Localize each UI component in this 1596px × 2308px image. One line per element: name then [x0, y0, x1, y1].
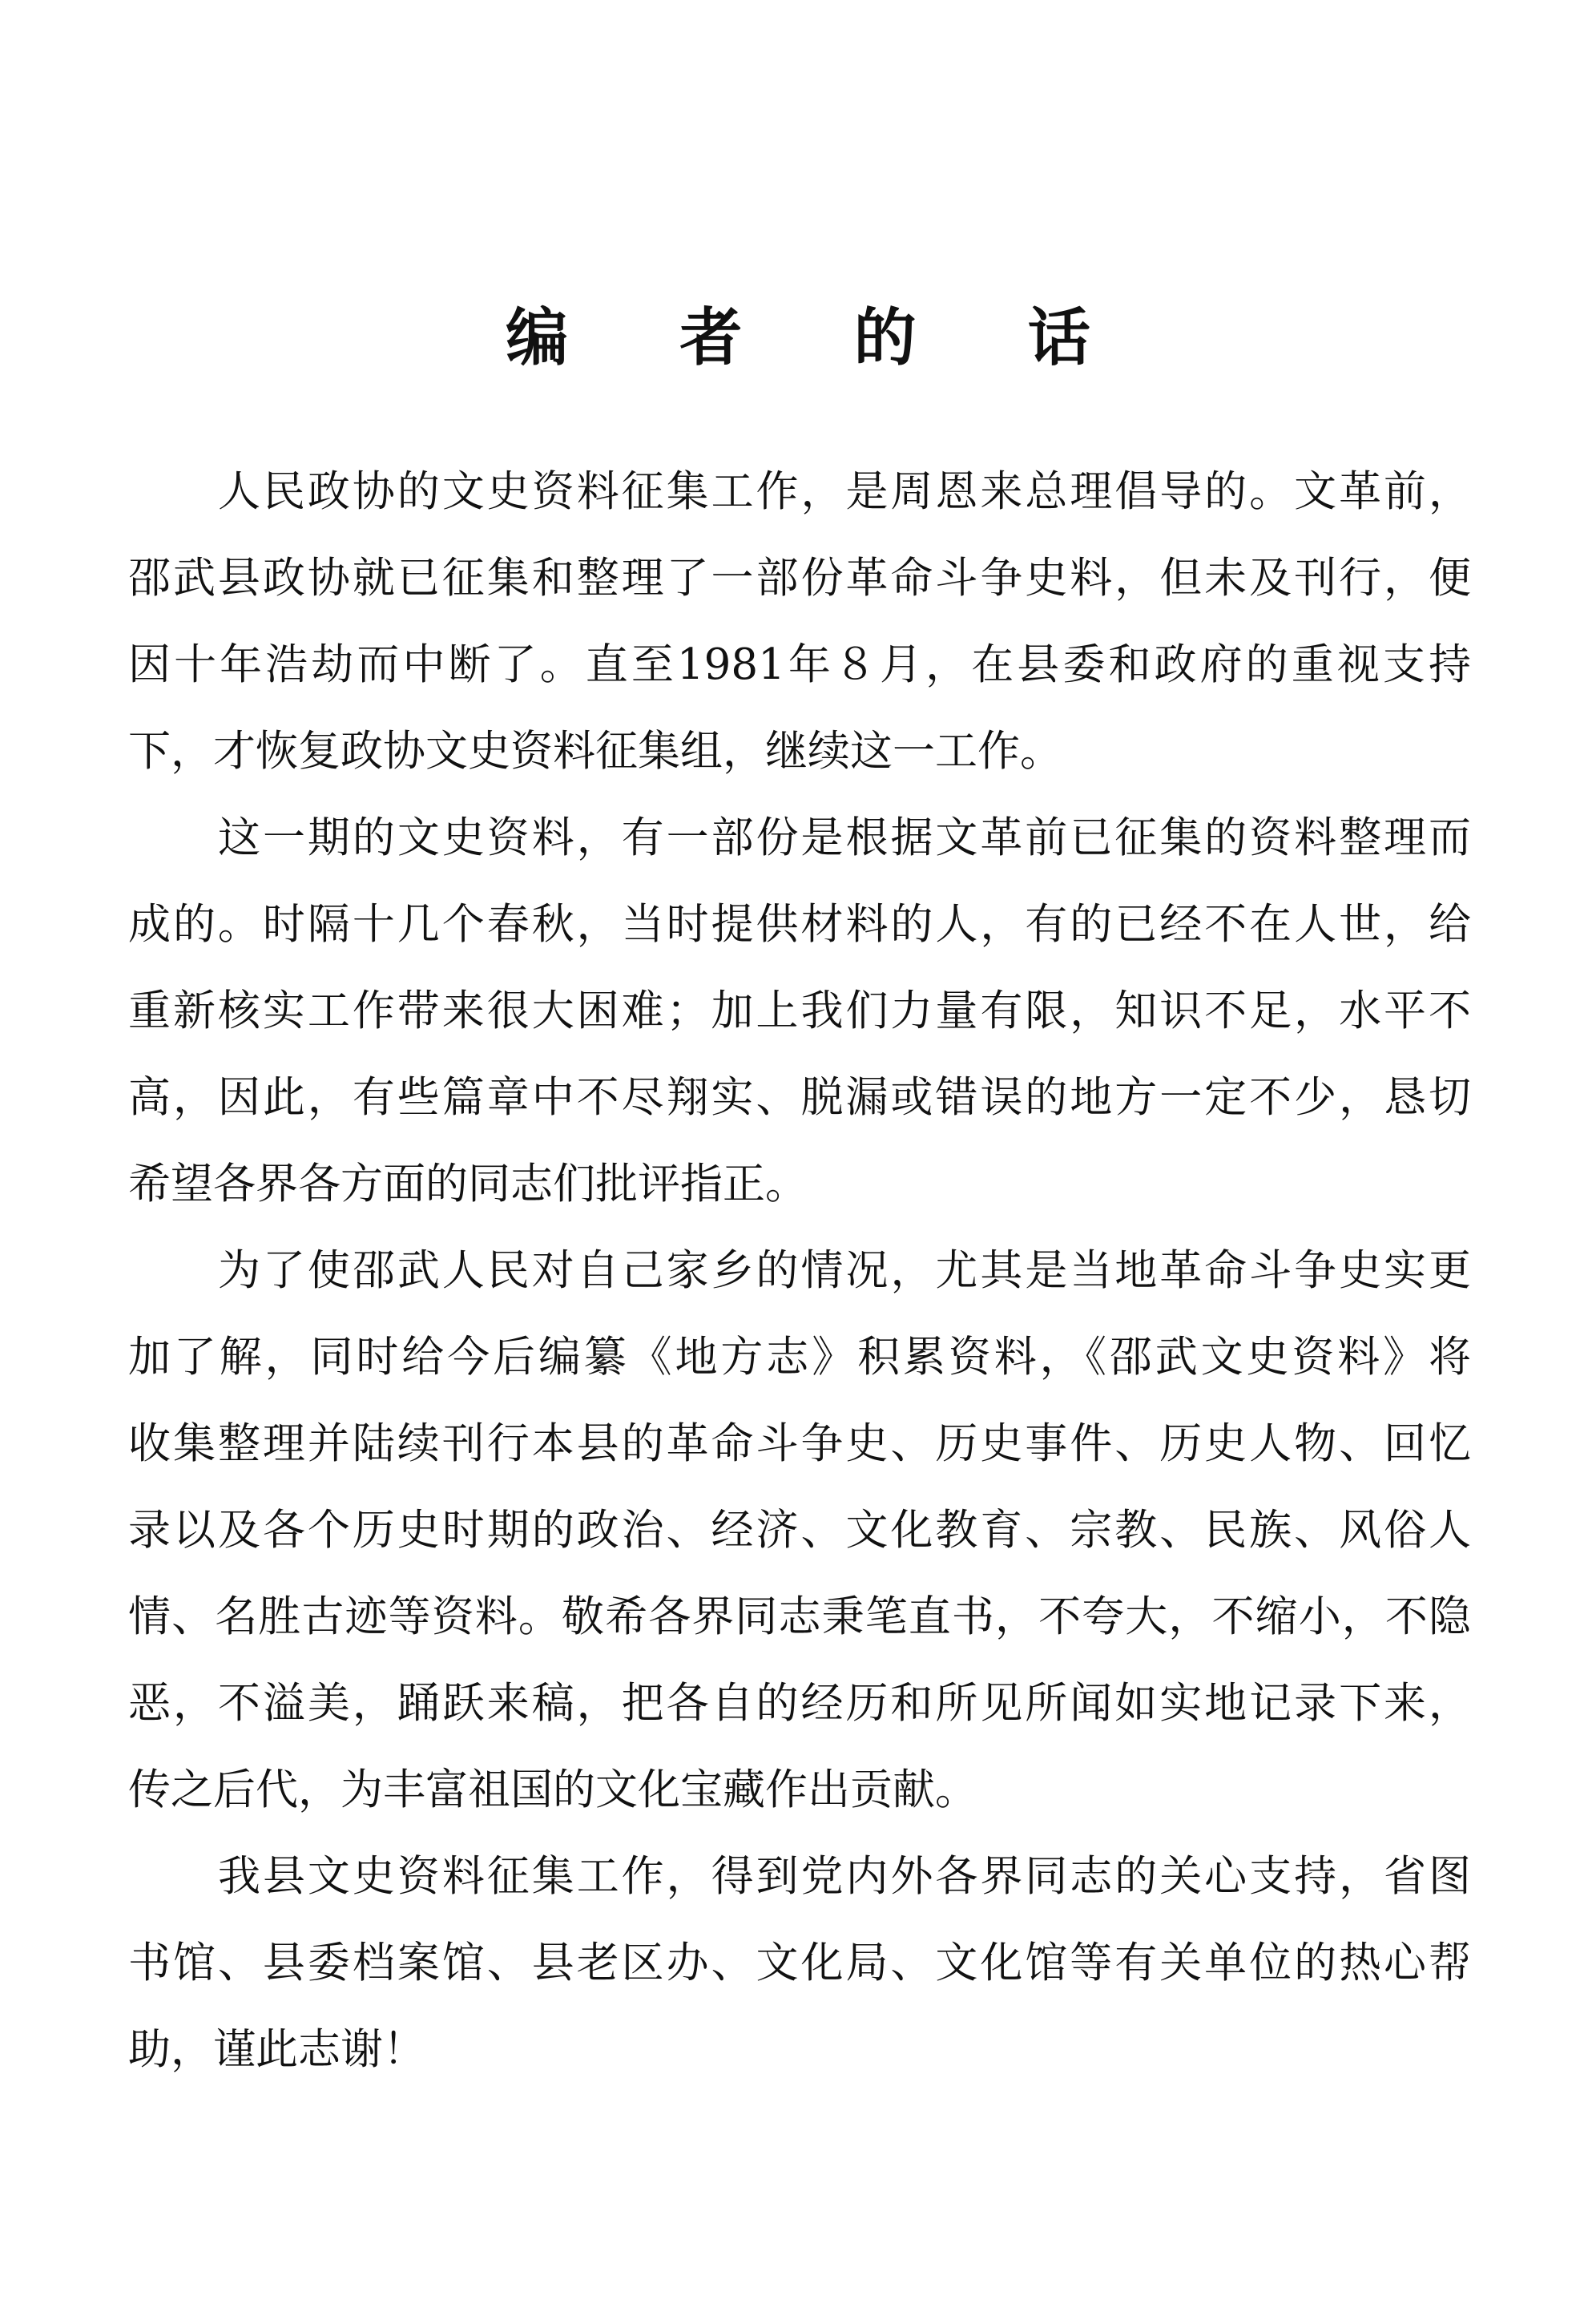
- paragraph-1-line-2: 邵武县政协就已征集和整理了一部份革命斗争史料，但未及刊行，便: [128, 554, 1471, 603]
- body-text: [128, 449, 1471, 2093]
- paragraph-4-line-2: 书馆、县委档案馆、县老区办、文化局、文化馆等有关单位的热心帮: [128, 1939, 1471, 1987]
- paragraph-3-line-7: 传之后代，为丰富祖国的文化宝藏作出贡献。: [128, 1765, 977, 1814]
- paragraph-3-line-6: 恶，不溢美，踊跃来稿，把各自的经历和所见所闻如实地记录下来，: [128, 1679, 1471, 1728]
- paragraph-1-line-4: 下，才恢复政协文史资料征集组，继续这一工作。: [128, 727, 1062, 776]
- paragraph-2-line-5: 希望各界各方面的同志们批评指正。: [128, 1160, 808, 1208]
- paragraph-3-line-1: 为了使邵武人民对自己家乡的情况，尤其是当地革命斗争史实更: [218, 1246, 1471, 1295]
- paragraph-1-line-1: 人民政协的文史资料征集工作，是周恩来总理倡导的。文革前，: [218, 467, 1471, 516]
- paragraph-2-line-1: 这一期的文史资料，有一部份是根据文革前已征集的资料整理而: [218, 813, 1471, 862]
- paragraph-3-line-5: 情、名胜古迹等资料。敬希各界同志秉笔直书，不夸大，不缩小，不隐: [128, 1592, 1471, 1641]
- paragraph-1-line-3: 因十年浩劫而中断了。直至1981年８月，在县委和政府的重视支持: [128, 640, 1471, 689]
- paragraph-2-line-2: 成的。时隔十几个春秋，当时提供材料的人，有的已经不在人世，给: [128, 900, 1471, 949]
- paragraph-4-line-1: 我县文史资料征集工作，得到党内外各界同志的关心支持，省图: [218, 1852, 1471, 1901]
- paragraph-2-line-4: 高，因此，有些篇章中不尽翔实、脱漏或错误的地方一定不少，恳切: [128, 1073, 1471, 1122]
- paragraph-2-line-3: 重新核实工作带来很大困难；加上我们力量有限，知识不足，水平不: [128, 987, 1471, 1035]
- paragraph-3-line-4: 录以及各个历史时期的政治、经济、文化教育、宗教、民族、风俗人: [128, 1506, 1471, 1555]
- paragraph-4-line-3: 助，谨此志谢！: [128, 2025, 425, 2074]
- paragraph-3-line-2: 加了解，同时给今后编纂《地方志》积累资料，《邵武文史资料》将: [128, 1333, 1471, 1382]
- page-title: 编 者 的 话: [506, 301, 1135, 374]
- paragraph-3-line-3: 收集整理并陆续刊行本县的革命斗争史、历史事件、历史人物、回忆: [128, 1419, 1471, 1468]
